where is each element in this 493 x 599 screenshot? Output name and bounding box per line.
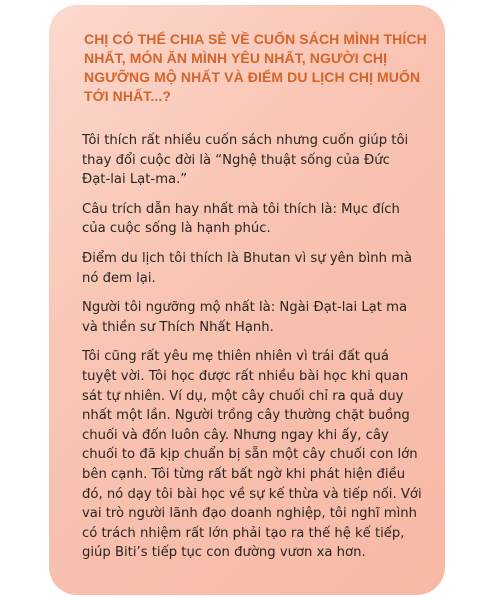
interview-question: CHỊ CÓ THỂ CHIA SẺ VỀ CUỐN SÁCH MÌNH THÍCH NHẤT, MÓN ĂN MÌNH YÊU NHẤT, NGƯỜI CHỊ NGƯỠNG MỘ NHẤT VÀ ĐIỂM DU LỊCH CHỊ MUỐN TỚI NHẤT...?: [84, 31, 427, 104]
answer-paragraph-admired-people: Người tôi ngưỡng mộ nhất là: Ngài Đạt-lai Lạt ma và thiền sư Thích Nhất Hạnh.: [82, 300, 408, 335]
answer-paragraph-quote: Câu trích dẫn hay nhất mà tôi thích là: Mục đích của cuộc sống là hạnh phúc.: [82, 201, 400, 237]
answer-paragraph-book: Tôi thích rất nhiều cuốn sách nhưng cuốn giúp tôi thay đổi cuộc đời là “Nghệ thuật sống của Đức Đạt-lai Lạt-ma.”: [82, 133, 409, 188]
answer-paragraph-travel: Điểm du lịch tôi thích là Bhutan vì sự yên bình mà nó đem lại.: [82, 250, 413, 286]
interview-answer: [82, 131, 422, 573]
answer-paragraph-nature: Tôi cũng rất yêu mẹ thiên nhiên vì trái đất quá tuyệt vời. Tôi học được rất nhiều bài học khi quan sát tự nhiên. Ví dụ, một cây chuối chỉ ra quả duy nhất một lần. Người trồng cây thường chặt buồng chuối và đốn luôn cây. Nhưng ngay khi ấy, cây chuối to đã kịp chuẩn bị sẵn một cây chuối con lớn bên cạnh. Tôi từng rất bất ngờ khi phát hiện điều đó, nó dạy tôi bài học về sự kế thừa và tiếp nối. Với vai trò người lãnh đạo doanh nghiệp, tôi nghĩ mình có trách nhiệm rất lớn phải tạo ra thế hệ kế tiếp, giúp Biti’s tiếp tục con đường vươn xa hơn.: [82, 349, 422, 561]
